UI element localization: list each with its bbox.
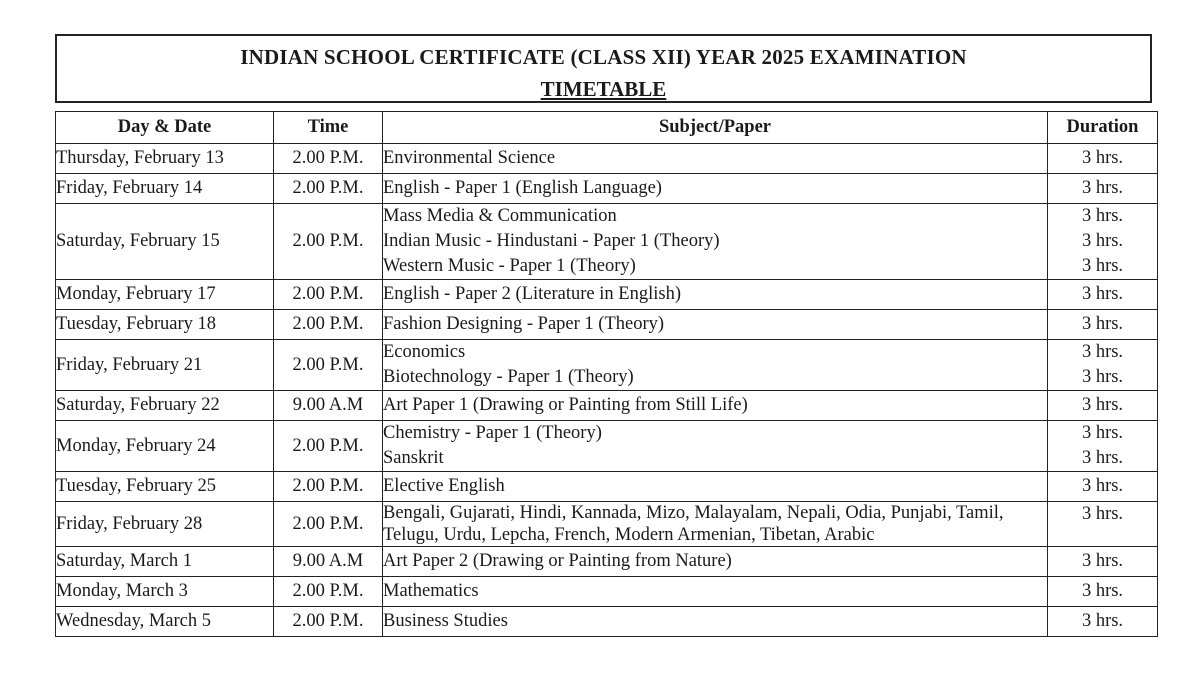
day-date-cell: Friday, February 28 [56,502,274,547]
day-date-cell: Monday, March 3 [56,577,274,607]
day-date-cell: Monday, February 17 [56,280,274,310]
subject-line: Fashion Designing - Paper 1 (Theory) [383,314,665,334]
timetable-body [56,144,1158,637]
subject-line: Indian Music - Hindustani - Paper 1 (Theory) [383,231,720,251]
time-cell: 2.00 P.M. [274,174,383,204]
duration-line: 3 hrs. [1081,178,1124,198]
time-cell: 2.00 P.M. [274,340,383,391]
duration-line: 3 hrs. [1081,504,1124,524]
subject-line: Environmental Science [383,148,556,168]
duration-line: 3 hrs. [1081,231,1124,251]
duration-cell [1048,502,1158,547]
subject-line: Art Paper 2 (Drawing or Painting from Nature) [383,551,732,571]
table-row [56,204,1158,280]
duration-line: 3 hrs. [1081,423,1124,443]
duration-cell [1048,547,1158,577]
duration-line: 3 hrs. [1081,476,1124,496]
duration-cell [1048,577,1158,607]
subject-cell [383,174,1048,204]
duration-line: 3 hrs. [1081,395,1124,415]
day-date-cell: Saturday, February 22 [56,391,274,421]
duration-cell [1048,472,1158,502]
duration-line: 3 hrs. [1081,256,1124,276]
duration-cell [1048,310,1158,340]
subject-cell [383,310,1048,340]
column-header-time: Time [274,112,383,144]
day-date-cell: Saturday, March 1 [56,547,274,577]
subject-cell [383,280,1048,310]
table-row [56,340,1158,391]
day-date-cell: Tuesday, February 25 [56,472,274,502]
duration-cell [1048,391,1158,421]
subject-cell [383,472,1048,502]
duration-line: 3 hrs. [1081,342,1124,362]
column-header-subject: Subject/Paper [383,112,1048,144]
subject-line: Elective English [383,476,505,496]
duration-line: 3 hrs. [1081,448,1124,468]
subject-cell [383,204,1048,280]
time-cell: 2.00 P.M. [274,204,383,280]
subject-line: Western Music - Paper 1 (Theory) [383,256,636,276]
duration-line: 3 hrs. [1081,367,1124,387]
subject-cell [383,144,1048,174]
duration-line: 3 hrs. [1081,611,1124,631]
subject-line: Mass Media & Communication [383,206,617,226]
subject-cell [383,547,1048,577]
table-header-row [56,112,1158,144]
subject-line: Mathematics [383,581,479,601]
subject-cell [383,391,1048,421]
subject-line: Economics [383,342,466,362]
table-row [56,472,1158,502]
duration-cell [1048,204,1158,280]
subject-line: English - Paper 2 (Literature in English) [383,284,681,304]
time-cell: 9.00 A.M [274,391,383,421]
page-subtitle: TIMETABLE [540,77,667,101]
time-cell: 2.00 P.M. [274,472,383,502]
subject-cell [383,340,1048,391]
duration-line: 3 hrs. [1081,148,1124,168]
table-row [56,577,1158,607]
subject-line: Business Studies [383,611,508,631]
duration-cell [1048,174,1158,204]
subject-cell [383,421,1048,472]
duration-line: 3 hrs. [1081,581,1124,601]
day-date-cell: Friday, February 21 [56,340,274,391]
duration-line: 3 hrs. [1081,551,1124,571]
subject-line: Sanskrit [383,448,444,468]
table-row [56,391,1158,421]
day-date-cell: Thursday, February 13 [56,144,274,174]
subject-cell [383,502,1048,547]
page-title: INDIAN SCHOOL CERTIFICATE (CLASS XII) YEAR 2025 EXAMINATION [240,45,967,69]
subject-cell [383,607,1048,637]
table-row [56,502,1158,547]
table-row [56,547,1158,577]
subject-line: English - Paper 1 (English Language) [383,178,662,198]
title-box [55,34,1152,103]
subject-line: Chemistry - Paper 1 (Theory) [383,423,602,443]
duration-cell [1048,280,1158,310]
table-row [56,174,1158,204]
time-cell: 2.00 P.M. [274,577,383,607]
column-header-day: Day & Date [56,112,274,144]
table-row [56,607,1158,637]
time-cell: 2.00 P.M. [274,607,383,637]
duration-line: 3 hrs. [1081,206,1124,226]
time-cell: 2.00 P.M. [274,421,383,472]
day-date-cell: Tuesday, February 18 [56,310,274,340]
table-row [56,280,1158,310]
timetable [55,111,1158,637]
duration-line: 3 hrs. [1081,284,1124,304]
day-date-cell: Saturday, February 15 [56,204,274,280]
subject-line: Biotechnology - Paper 1 (Theory) [383,367,634,387]
duration-cell [1048,607,1158,637]
column-header-duration: Duration [1048,112,1158,144]
day-date-cell: Monday, February 24 [56,421,274,472]
time-cell: 2.00 P.M. [274,280,383,310]
day-date-cell: Friday, February 14 [56,174,274,204]
time-cell: 2.00 P.M. [274,144,383,174]
time-cell: 2.00 P.M. [274,502,383,547]
duration-cell [1048,144,1158,174]
subject-line: Art Paper 1 (Drawing or Painting from Still Life) [383,395,748,415]
subject-line: Bengali, Gujarati, Hindi, Kannada, Mizo, Malayalam, Nepali, Odia, Punjabi, Tamil, Telugu, Urdu, Lepcha, French, Modern Armenian, Tibetan, Arabic [383,503,1004,545]
subject-cell [383,577,1048,607]
day-date-cell: Wednesday, March 5 [56,607,274,637]
table-row [56,310,1158,340]
table-row [56,421,1158,472]
duration-cell [1048,421,1158,472]
duration-line: 3 hrs. [1081,314,1124,334]
time-cell: 2.00 P.M. [274,310,383,340]
time-cell: 9.00 A.M [274,547,383,577]
duration-cell [1048,340,1158,391]
table-row [56,144,1158,174]
